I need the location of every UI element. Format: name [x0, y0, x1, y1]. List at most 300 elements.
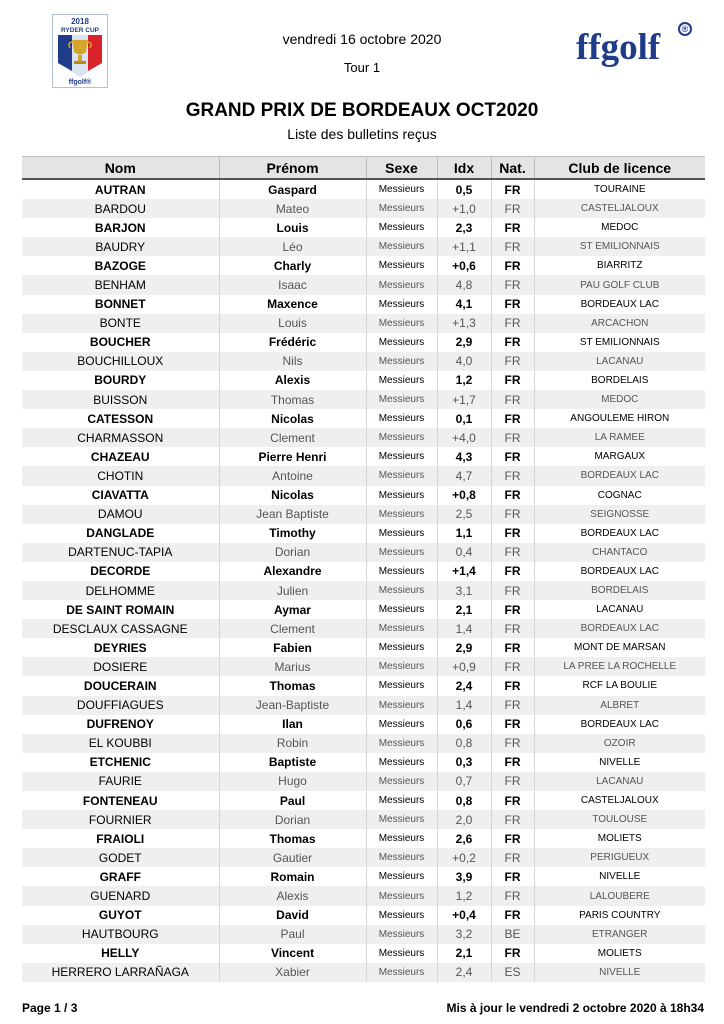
- cell-idx: 2,0: [437, 810, 491, 829]
- cell-idx: 2,9: [437, 333, 491, 352]
- cell-idx: 1,2: [437, 886, 491, 905]
- cell-prenom: Gautier: [219, 848, 366, 867]
- cell-sexe: Messieurs: [366, 734, 437, 753]
- cell-nom: BAUDRY: [22, 237, 219, 256]
- cell-nom: FRAIOLI: [96, 831, 145, 846]
- cell-prenom: Nils: [219, 352, 366, 371]
- table-row: [22, 371, 705, 390]
- cell-nat: FR: [491, 829, 534, 848]
- cell-nat: FR: [491, 371, 534, 390]
- cell-idx: 2,4: [437, 676, 491, 695]
- cell-nat: FR: [491, 352, 534, 371]
- cell-nom: BOURDY: [94, 373, 147, 388]
- table-row: [22, 466, 705, 485]
- cell-prenom: Julien: [219, 581, 366, 600]
- cell-nom: GRAFF: [99, 869, 141, 884]
- cell-prenom: Maxence: [219, 295, 366, 314]
- cell-prenom: Alexandre: [219, 562, 366, 581]
- cell-idx: 2,6: [437, 829, 491, 848]
- ffgolf-logo-text: ffgolf: [576, 27, 661, 68]
- cell-idx: +1,7: [437, 390, 491, 409]
- cell-sexe: Messieurs: [366, 696, 437, 715]
- cell-sexe: Messieurs: [366, 676, 437, 695]
- cell-idx: 2,4: [437, 963, 491, 982]
- table-row: [22, 906, 705, 925]
- table-row: [22, 486, 705, 505]
- cell-sexe: Messieurs: [366, 466, 437, 485]
- cell-nat: FR: [491, 486, 534, 505]
- table-row: [22, 524, 705, 543]
- cell-prenom: Marius: [219, 657, 366, 676]
- cell-idx: 2,1: [437, 600, 491, 619]
- cell-prenom: Ilan: [219, 715, 366, 734]
- cell-prenom: Timothy: [219, 524, 366, 543]
- cell-nom: CHOTIN: [22, 466, 219, 485]
- cell-sexe: Messieurs: [366, 906, 437, 925]
- table-row: [22, 657, 705, 676]
- table-row: [22, 447, 705, 466]
- cell-club: PAU GOLF CLUB: [534, 275, 705, 294]
- cell-nat: FR: [491, 848, 534, 867]
- cell-nat: FR: [491, 179, 534, 199]
- cell-prenom: Thomas: [219, 390, 366, 409]
- cell-sexe: Messieurs: [366, 944, 437, 963]
- cell-idx: 1,1: [437, 524, 491, 543]
- table-row: [22, 772, 705, 791]
- cell-prenom: Aymar: [219, 600, 366, 619]
- cell-sexe: Messieurs: [366, 256, 437, 275]
- cell-idx: +0,4: [437, 906, 491, 925]
- cell-prenom: Dorian: [219, 810, 366, 829]
- cell-prenom: Nicolas: [219, 486, 366, 505]
- table-row: [22, 275, 705, 294]
- cell-prenom: Antoine: [219, 466, 366, 485]
- cell-sexe: Messieurs: [366, 543, 437, 562]
- cell-idx: +4,0: [437, 428, 491, 447]
- header-tour: Tour 1: [343, 60, 381, 75]
- cell-nat: FR: [491, 906, 534, 925]
- cell-nat: FR: [491, 199, 534, 218]
- page-number: Page 1 / 3: [22, 1001, 78, 1015]
- cell-nom: HELLY: [101, 946, 140, 961]
- cell-club: SEIGNOSSE: [534, 505, 705, 524]
- header-date: vendredi 16 octobre 2020: [282, 31, 442, 47]
- cell-sexe: Messieurs: [366, 963, 437, 982]
- table-row: [22, 199, 705, 218]
- cell-nom: DAMOU: [22, 505, 219, 524]
- cell-nat: FR: [491, 295, 534, 314]
- cell-sexe: Messieurs: [366, 772, 437, 791]
- cell-club: MARGAUX: [534, 447, 705, 466]
- cell-nat: FR: [491, 810, 534, 829]
- cell-idx: 1,4: [437, 696, 491, 715]
- col-header-prenom: Prénom: [219, 157, 366, 180]
- cell-idx: 1,2: [437, 371, 491, 390]
- cell-sexe: Messieurs: [366, 638, 437, 657]
- cell-prenom: Thomas: [219, 829, 366, 848]
- cell-club: MEDOC: [534, 218, 705, 237]
- cell-prenom: Léo: [219, 237, 366, 256]
- cell-sexe: Messieurs: [366, 867, 437, 886]
- ffgolf-logo: [574, 26, 704, 76]
- logo-event: RYDER CUP: [60, 27, 100, 34]
- cell-nat: FR: [491, 333, 534, 352]
- cell-sexe: Messieurs: [366, 505, 437, 524]
- cell-nom: DOUCERAIN: [83, 678, 157, 693]
- cell-sexe: Messieurs: [366, 275, 437, 294]
- cell-sexe: Messieurs: [366, 600, 437, 619]
- cell-idx: 4,7: [437, 466, 491, 485]
- col-header-nat: Nat.: [491, 157, 534, 180]
- cell-nat: FR: [491, 256, 534, 275]
- cell-nat: FR: [491, 275, 534, 294]
- table-row: [22, 352, 705, 371]
- cell-prenom: Nicolas: [219, 409, 366, 428]
- cell-idx: 4,8: [437, 275, 491, 294]
- cell-nom: CATESSON: [87, 411, 154, 426]
- table-row: [22, 543, 705, 562]
- table-row: [22, 638, 705, 657]
- cell-idx: 2,3: [437, 218, 491, 237]
- cell-nom: CIAVATTA: [91, 488, 149, 503]
- cell-sexe: Messieurs: [366, 715, 437, 734]
- cell-prenom: Jean Baptiste: [219, 505, 366, 524]
- cell-sexe: Messieurs: [366, 409, 437, 428]
- cell-sexe: Messieurs: [366, 333, 437, 352]
- cell-nat: FR: [491, 696, 534, 715]
- cell-nom: BOUCHILLOUX: [22, 352, 219, 371]
- table-row: [22, 676, 705, 695]
- logo-year: 2018: [71, 17, 89, 26]
- cell-prenom: Fabien: [219, 638, 366, 657]
- cell-idx: +1,1: [437, 237, 491, 256]
- table-row: [22, 314, 705, 333]
- cell-club: MOLIETS: [534, 829, 705, 848]
- cell-sexe: Messieurs: [366, 218, 437, 237]
- cell-idx: 2,1: [437, 944, 491, 963]
- cell-club: MONT DE MARSAN: [534, 638, 705, 657]
- table-row: [22, 390, 705, 409]
- cell-prenom: Alexis: [219, 886, 366, 905]
- cell-nom: FAURIE: [22, 772, 219, 791]
- cell-idx: 0,5: [437, 179, 491, 199]
- cell-nat: FR: [491, 314, 534, 333]
- table-row: [22, 619, 705, 638]
- entries-table: [22, 156, 705, 982]
- cell-nom: FOURNIER: [22, 810, 219, 829]
- cell-nom: AUTRAN: [94, 182, 146, 197]
- table-row: [22, 867, 705, 886]
- cell-idx: +1,4: [437, 562, 491, 581]
- cell-nat: FR: [491, 676, 534, 695]
- table-row: [22, 791, 705, 810]
- cell-idx: 4,0: [437, 352, 491, 371]
- cell-sexe: Messieurs: [366, 753, 437, 772]
- cell-nom: DECORDE: [90, 564, 151, 579]
- cell-sexe: Messieurs: [366, 237, 437, 256]
- cell-club: PARIS COUNTRY: [534, 906, 705, 925]
- cell-sexe: Messieurs: [366, 447, 437, 466]
- cell-nat: FR: [491, 944, 534, 963]
- table-row: [22, 886, 705, 905]
- cell-club: BORDEAUX LAC: [534, 562, 705, 581]
- cell-sexe: Messieurs: [366, 848, 437, 867]
- table-row: [22, 237, 705, 256]
- cell-club: LACANAU: [534, 600, 705, 619]
- cell-club: BORDEAUX LAC: [534, 715, 705, 734]
- cell-club: BORDEAUX LAC: [534, 524, 705, 543]
- cell-prenom: Dorian: [219, 543, 366, 562]
- cell-nat: FR: [491, 466, 534, 485]
- table-row: [22, 333, 705, 352]
- cell-club: BORDEAUX LAC: [534, 295, 705, 314]
- cell-club: PERIGUEUX: [534, 848, 705, 867]
- cell-nat: ES: [491, 963, 534, 982]
- cell-club: ALBRET: [534, 696, 705, 715]
- cell-sexe: Messieurs: [366, 810, 437, 829]
- cell-prenom: Paul: [219, 791, 366, 810]
- table-row: [22, 179, 705, 199]
- cell-club: ST EMILIONNAIS: [534, 333, 705, 352]
- cell-club: LA RAMEE: [534, 428, 705, 447]
- cell-prenom: Clement: [219, 619, 366, 638]
- cell-nom: DELHOMME: [22, 581, 219, 600]
- cell-idx: 3,1: [437, 581, 491, 600]
- cell-sexe: Messieurs: [366, 295, 437, 314]
- cell-prenom: Robin: [219, 734, 366, 753]
- cell-sexe: Messieurs: [366, 179, 437, 199]
- cell-nat: FR: [491, 390, 534, 409]
- table-row: [22, 715, 705, 734]
- cell-idx: 3,2: [437, 925, 491, 944]
- cell-club: ETRANGER: [534, 925, 705, 944]
- cell-nom: CHAZEAU: [90, 449, 150, 464]
- cell-prenom: David: [219, 906, 366, 925]
- cell-club: ST EMILIONNAIS: [534, 237, 705, 256]
- cell-idx: 0,1: [437, 409, 491, 428]
- cell-nat: FR: [491, 867, 534, 886]
- cell-club: NIVELLE: [534, 867, 705, 886]
- cell-nat: FR: [491, 524, 534, 543]
- cell-nat: FR: [491, 657, 534, 676]
- cell-prenom: Thomas: [219, 676, 366, 695]
- cell-nat: FR: [491, 734, 534, 753]
- table-row: [22, 753, 705, 772]
- cell-sexe: Messieurs: [366, 390, 437, 409]
- ryder-cup-logo: [52, 14, 108, 88]
- cell-nat: FR: [491, 791, 534, 810]
- cell-club: NIVELLE: [534, 963, 705, 982]
- cell-club: BORDELAIS: [534, 581, 705, 600]
- cell-idx: 3,9: [437, 867, 491, 886]
- cell-club: MEDOC: [534, 390, 705, 409]
- col-header-idx: Idx: [437, 157, 491, 180]
- cell-prenom: Vincent: [219, 944, 366, 963]
- cell-club: RCF LA BOULIE: [534, 676, 705, 695]
- cell-prenom: Gaspard: [219, 179, 366, 199]
- cell-nom: FONTENEAU: [82, 793, 158, 808]
- cell-prenom: Romain: [219, 867, 366, 886]
- cell-nom: DEYRIES: [93, 640, 147, 655]
- cell-club: OZOIR: [534, 734, 705, 753]
- table-row: [22, 734, 705, 753]
- cell-club: LACANAU: [534, 352, 705, 371]
- cell-nat: FR: [491, 638, 534, 657]
- cell-nat: FR: [491, 237, 534, 256]
- cell-idx: 0,8: [437, 791, 491, 810]
- cell-prenom: Xabier: [219, 963, 366, 982]
- cell-nom: DANGLADE: [86, 526, 155, 541]
- cell-club: CHANTACO: [534, 543, 705, 562]
- cell-club: NIVELLE: [534, 753, 705, 772]
- table-row: [22, 409, 705, 428]
- cell-nat: FR: [491, 543, 534, 562]
- table-header-row: [22, 157, 705, 180]
- cell-idx: 4,3: [437, 447, 491, 466]
- cell-idx: 2,9: [437, 638, 491, 657]
- cell-nom: GODET: [22, 848, 219, 867]
- cell-sexe: Messieurs: [366, 562, 437, 581]
- cell-nom: BENHAM: [22, 275, 219, 294]
- cell-idx: +0,2: [437, 848, 491, 867]
- cell-club: BIARRITZ: [534, 256, 705, 275]
- page-subtitle: Liste des bulletins reçus: [287, 126, 437, 142]
- table-row: [22, 295, 705, 314]
- cell-prenom: Louis: [219, 314, 366, 333]
- cell-idx: 0,6: [437, 715, 491, 734]
- table-row: [22, 810, 705, 829]
- cell-sexe: Messieurs: [366, 829, 437, 848]
- cell-sexe: Messieurs: [366, 619, 437, 638]
- cell-club: BORDEAUX LAC: [534, 619, 705, 638]
- cell-club: BORDELAIS: [534, 371, 705, 390]
- cell-club: ANGOULEME HIRON: [534, 409, 705, 428]
- cell-idx: +0,6: [437, 256, 491, 275]
- cell-nom: DE SAINT ROMAIN: [66, 602, 175, 617]
- table-row: [22, 562, 705, 581]
- table-row: [22, 428, 705, 447]
- cell-sexe: Messieurs: [366, 199, 437, 218]
- table-row: [22, 848, 705, 867]
- cell-club: LALOUBERE: [534, 886, 705, 905]
- cell-nom: BONNET: [94, 297, 146, 312]
- cell-prenom: Alexis: [219, 371, 366, 390]
- cell-idx: 4,1: [437, 295, 491, 314]
- cell-nom: HAUTBOURG: [22, 925, 219, 944]
- logo-brand: ffgolf®: [68, 79, 92, 86]
- cell-club: TOURAINE: [534, 179, 705, 199]
- update-timestamp: Mis à jour le vendredi 2 octobre 2020 à 18h34: [446, 1001, 704, 1015]
- cell-nom: DOSIERE: [22, 657, 219, 676]
- cell-club: MOLIETS: [534, 944, 705, 963]
- table-row: [22, 925, 705, 944]
- cell-idx: 2,5: [437, 505, 491, 524]
- cell-nat: FR: [491, 218, 534, 237]
- cell-nat: FR: [491, 772, 534, 791]
- cell-nom: ETCHENIC: [89, 755, 151, 770]
- cell-sexe: Messieurs: [366, 925, 437, 944]
- cell-nom: GUYOT: [98, 908, 142, 923]
- cell-nom: DOUFFIAGUES: [22, 696, 219, 715]
- col-header-nom: Nom: [22, 157, 219, 180]
- cell-nat: FR: [491, 562, 534, 581]
- col-header-sexe: Sexe: [366, 157, 437, 180]
- cell-nom: BUISSON: [22, 390, 219, 409]
- cell-idx: +0,8: [437, 486, 491, 505]
- cell-sexe: Messieurs: [366, 524, 437, 543]
- cell-nat: FR: [491, 409, 534, 428]
- cell-nom: EL KOUBBI: [22, 734, 219, 753]
- cell-nat: FR: [491, 715, 534, 734]
- cell-nom: CHARMASSON: [22, 428, 219, 447]
- cell-nom: BARJON: [94, 220, 146, 235]
- cell-prenom: Louis: [219, 218, 366, 237]
- cell-idx: +1,0: [437, 199, 491, 218]
- table-row: [22, 696, 705, 715]
- table-row: [22, 963, 705, 982]
- cell-idx: 0,7: [437, 772, 491, 791]
- cell-idx: 0,4: [437, 543, 491, 562]
- table-row: [22, 256, 705, 275]
- cell-club: BORDEAUX LAC: [534, 466, 705, 485]
- col-header-club: Club de licence: [534, 157, 705, 180]
- page-title: GRAND PRIX DE BORDEAUX OCT2020: [185, 100, 539, 121]
- cell-sexe: Messieurs: [366, 352, 437, 371]
- cell-nat: FR: [491, 447, 534, 466]
- cell-sexe: Messieurs: [366, 581, 437, 600]
- cell-prenom: Mateo: [219, 199, 366, 218]
- cell-sexe: Messieurs: [366, 486, 437, 505]
- cell-sexe: Messieurs: [366, 428, 437, 447]
- cell-club: TOULOUSE: [534, 810, 705, 829]
- cell-nom: BONTE: [22, 314, 219, 333]
- cell-sexe: Messieurs: [366, 314, 437, 333]
- cell-nat: FR: [491, 619, 534, 638]
- cell-club: LA PREE LA ROCHELLE: [534, 657, 705, 676]
- table-row: [22, 581, 705, 600]
- cell-prenom: Clement: [219, 428, 366, 447]
- cell-nat: FR: [491, 886, 534, 905]
- cell-nat: FR: [491, 753, 534, 772]
- table-row: [22, 218, 705, 237]
- cell-idx: 1,4: [437, 619, 491, 638]
- cell-nat: BE: [491, 925, 534, 944]
- cell-nat: FR: [491, 428, 534, 447]
- table-row: [22, 600, 705, 619]
- cell-prenom: Baptiste: [219, 753, 366, 772]
- cell-nat: FR: [491, 581, 534, 600]
- cell-prenom: Pierre Henri: [219, 447, 366, 466]
- registered-mark-icon: ®: [678, 22, 692, 36]
- cell-club: LACANAU: [534, 772, 705, 791]
- table-row: [22, 829, 705, 848]
- cell-idx: 0,3: [437, 753, 491, 772]
- cell-club: COGNAC: [534, 486, 705, 505]
- cell-nom: HERRERO LARRAÑAGA: [22, 963, 219, 982]
- cell-sexe: Messieurs: [366, 886, 437, 905]
- cell-club: CASTELJALOUX: [534, 791, 705, 810]
- table-row: [22, 944, 705, 963]
- cell-nom: GUENARD: [22, 886, 219, 905]
- cell-idx: 0,8: [437, 734, 491, 753]
- cell-nat: FR: [491, 600, 534, 619]
- cell-prenom: Charly: [219, 256, 366, 275]
- cell-nom: DESCLAUX CASSAGNE: [22, 619, 219, 638]
- cell-nat: FR: [491, 505, 534, 524]
- cell-club: ARCACHON: [534, 314, 705, 333]
- cell-idx: +0,9: [437, 657, 491, 676]
- cell-idx: +1,3: [437, 314, 491, 333]
